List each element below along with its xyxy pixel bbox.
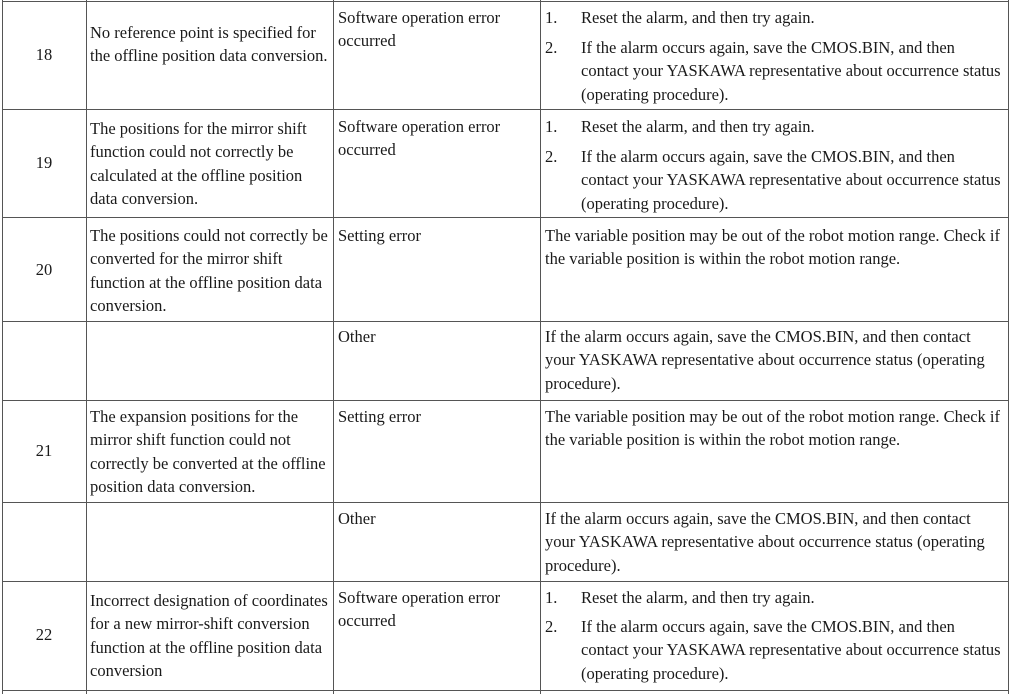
alarm-number: 22 <box>35 625 53 644</box>
alarm-cause: Other <box>338 509 376 528</box>
step-number: 2. <box>545 147 558 166</box>
row-divider <box>2 1 1009 2</box>
alarm-number: 20 <box>35 260 53 279</box>
remedy-step <box>545 36 1005 106</box>
step-number: 1. <box>545 117 558 136</box>
step-text: If the alarm occurs again, save the CMOS.BIN, and then contact your YASKAWA representative about occurrence status (operating procedure). <box>581 38 1001 104</box>
step-text: If the alarm occurs again, save the CMOS.BIN, and then contact your YASKAWA representative about occurrence status (operating procedure). <box>581 147 1001 213</box>
alarm-description: The positions could not correctly be converted for the mirror shift function at the offline position data conversion. <box>90 226 328 315</box>
column-divider <box>86 0 87 694</box>
alarm-description: The positions for the mirror shift function could not correctly be calculated at the offline position data conversion. <box>90 119 307 208</box>
step-text: Reset the alarm, and then try again. <box>581 117 815 136</box>
row-divider <box>2 690 1009 691</box>
alarm-cause: Setting error <box>338 407 421 426</box>
remedy-step <box>545 115 1005 138</box>
row-divider <box>2 400 1009 401</box>
row-divider <box>2 217 1009 218</box>
remedy-step <box>545 145 1005 215</box>
step-text: If the alarm occurs again, save the CMOS.BIN, and then contact your YASKAWA representative about occurrence status (operating procedure). <box>581 617 1001 683</box>
alarm-description: No reference point is specified for the offline position data conversion. <box>90 23 328 66</box>
alarm-number: 21 <box>35 441 53 460</box>
row-divider <box>2 581 1009 582</box>
alarm-remedy: If the alarm occurs again, save the CMOS.BIN, and then contact your YASKAWA representative about occurrence status (operating procedure). <box>545 327 985 393</box>
alarm-cause: Software operation error occurred <box>338 8 501 51</box>
remedy-step <box>545 615 1005 685</box>
remedy-step <box>545 586 1005 609</box>
remedy-step <box>545 6 1005 29</box>
alarm-description: Incorrect designation of coordinates for a new mirror-shift conversion function at the offline position data conversion <box>90 591 328 680</box>
alarm-remedy: The variable position may be out of the robot motion range. Check if the variable position is within the robot motion range. <box>545 407 1001 450</box>
alarm-description: The expansion positions for the mirror shift function could not correctly be converted at the offline position data conversion. <box>90 407 326 496</box>
column-divider <box>1008 0 1009 694</box>
step-number: 2. <box>545 38 558 57</box>
row-divider <box>2 321 1009 322</box>
step-text: Reset the alarm, and then try again. <box>581 8 815 27</box>
step-number: 2. <box>545 617 558 636</box>
step-text: Reset the alarm, and then try again. <box>581 588 815 607</box>
column-divider <box>540 0 541 694</box>
alarm-cause: Software operation error occurred <box>338 117 501 160</box>
column-divider <box>2 0 3 694</box>
alarm-number: 19 <box>35 153 53 172</box>
alarm-remedy: The variable position may be out of the robot motion range. Check if the variable position is within the robot motion range. <box>545 226 1001 269</box>
row-divider <box>2 109 1009 110</box>
alarm-cause: Setting error <box>338 226 421 245</box>
alarm-number: 18 <box>35 45 53 64</box>
alarm-cause: Other <box>338 327 376 346</box>
step-number: 1. <box>545 8 558 27</box>
alarm-remedy: If the alarm occurs again, save the CMOS.BIN, and then contact your YASKAWA representative about occurrence status (operating procedure). <box>545 509 985 575</box>
column-divider <box>333 0 334 694</box>
alarm-cause: Software operation error occurred <box>338 588 501 631</box>
step-number: 1. <box>545 588 558 607</box>
row-divider <box>2 502 1009 503</box>
